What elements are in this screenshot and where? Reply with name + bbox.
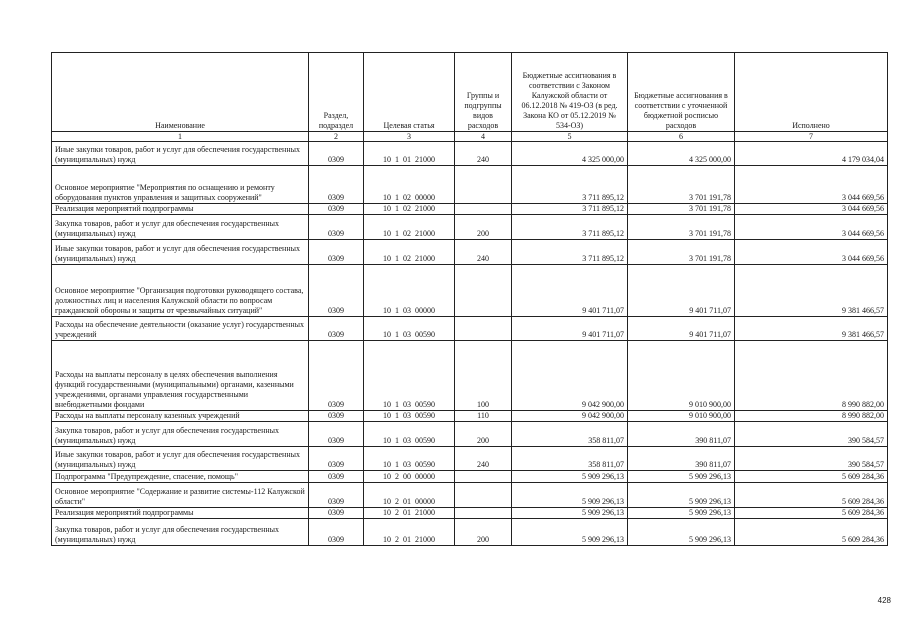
row-target: 10 2 01 21000: [364, 519, 455, 546]
row-section: 0309: [309, 215, 364, 240]
row-section: 0309: [309, 240, 364, 265]
row-law-amount: 5 909 296,13: [512, 483, 628, 508]
row-refined-amount: 5 909 296,13: [628, 519, 735, 546]
budget-table: [51, 52, 888, 546]
row-executed-amount: 3 044 669,56: [735, 204, 888, 215]
row-executed-amount: 4 179 034,04: [735, 142, 888, 166]
row-law-amount: 358 811,07: [512, 422, 628, 447]
row-group: [455, 204, 512, 215]
row-executed-amount: 5 609 284,36: [735, 483, 888, 508]
row-name: Расходы на обеспечение деятельности (оказание услуг) государственных учреждений: [52, 317, 309, 341]
row-law-amount: 358 811,07: [512, 447, 628, 471]
row-name: Закупка товаров, работ и услуг для обеспечения государственных (муниципальных) нужд: [52, 519, 309, 546]
table-row: [52, 215, 888, 240]
row-section: 0309: [309, 265, 364, 317]
row-section: 0309: [309, 447, 364, 471]
row-executed-amount: 9 381 466,57: [735, 317, 888, 341]
column-number-row: [52, 132, 888, 142]
header-target: Целевая статья: [364, 53, 455, 132]
row-refined-amount: 3 701 191,78: [628, 215, 735, 240]
row-group: 240: [455, 142, 512, 166]
row-section: 0309: [309, 166, 364, 204]
header-row: [52, 53, 888, 132]
header-groups: Группы и подгруппы видов расходов: [455, 53, 512, 132]
column-number: 7: [735, 132, 888, 142]
row-target: 10 1 02 21000: [364, 204, 455, 215]
row-target: 10 2 00 00000: [364, 471, 455, 483]
row-group: 240: [455, 240, 512, 265]
row-law-amount: 9 042 900,00: [512, 411, 628, 422]
row-target: 10 1 01 21000: [364, 142, 455, 166]
table-row: [52, 166, 888, 204]
table-row: [52, 341, 888, 411]
table-row: [52, 422, 888, 447]
row-law-amount: 9 401 711,07: [512, 265, 628, 317]
row-executed-amount: 5 609 284,36: [735, 508, 888, 519]
header-executed: Исполнено: [735, 53, 888, 132]
header-section: Раздел, подраздел: [309, 53, 364, 132]
row-target: 10 1 03 00590: [364, 341, 455, 411]
row-executed-amount: 390 584,57: [735, 447, 888, 471]
row-target: 10 1 03 00590: [364, 447, 455, 471]
row-target: 10 2 01 21000: [364, 508, 455, 519]
row-executed-amount: 3 044 669,56: [735, 240, 888, 265]
row-group: 200: [455, 422, 512, 447]
row-refined-amount: 3 701 191,78: [628, 166, 735, 204]
column-number: 6: [628, 132, 735, 142]
row-law-amount: 3 711 895,12: [512, 215, 628, 240]
row-target: 10 2 01 00000: [364, 483, 455, 508]
column-number: 2: [309, 132, 364, 142]
table-row: [52, 317, 888, 341]
row-refined-amount: 3 701 191,78: [628, 240, 735, 265]
row-name: Расходы на выплаты персоналу в целях обеспечения выполнения функций государственными (муниципальными) органами, казенными учреждениями, органами управления государственными внебюджетными фондами: [52, 341, 309, 411]
row-section: 0309: [309, 142, 364, 166]
table-row: [52, 411, 888, 422]
row-refined-amount: 390 811,07: [628, 447, 735, 471]
row-target: 10 1 03 00000: [364, 265, 455, 317]
row-law-amount: 5 909 296,13: [512, 471, 628, 483]
row-executed-amount: 5 609 284,36: [735, 519, 888, 546]
row-name: Иные закупки товаров, работ и услуг для обеспечения государственных (муниципальных) нужд: [52, 142, 309, 166]
row-law-amount: 9 401 711,07: [512, 317, 628, 341]
row-name: Закупка товаров, работ и услуг для обеспечения государственных (муниципальных) нужд: [52, 215, 309, 240]
row-refined-amount: 9 401 711,07: [628, 265, 735, 317]
row-law-amount: 4 325 000,00: [512, 142, 628, 166]
column-number: 5: [512, 132, 628, 142]
row-refined-amount: 5 909 296,13: [628, 471, 735, 483]
table-row: [52, 508, 888, 519]
table-row: [52, 447, 888, 471]
row-group: [455, 471, 512, 483]
table-row: [52, 483, 888, 508]
table-row: [52, 519, 888, 546]
row-section: 0309: [309, 341, 364, 411]
row-law-amount: 5 909 296,13: [512, 508, 628, 519]
row-section: 0309: [309, 422, 364, 447]
row-group: [455, 317, 512, 341]
row-law-amount: 3 711 895,12: [512, 240, 628, 265]
row-group: 100: [455, 341, 512, 411]
row-name: Основное мероприятие "Содержание и развитие системы-112 Калужской области": [52, 483, 309, 508]
header-refined-appropriations: Бюджетные ассигнования в соответствии с уточненной бюджетной росписью расходов: [628, 53, 735, 132]
row-group: 240: [455, 447, 512, 471]
row-target: 10 1 02 21000: [364, 215, 455, 240]
column-number: 4: [455, 132, 512, 142]
row-executed-amount: 8 990 882,00: [735, 341, 888, 411]
row-group: 110: [455, 411, 512, 422]
row-group: [455, 166, 512, 204]
row-section: 0309: [309, 508, 364, 519]
row-name: Основное мероприятие "Организация подготовки руководящего состава, должностных лиц и населения Калужской области по вопросам гражданской обороны и защиты от чрезвычайных ситуаций": [52, 265, 309, 317]
row-group: 200: [455, 519, 512, 546]
row-section: 0309: [309, 204, 364, 215]
row-group: [455, 508, 512, 519]
row-law-amount: 5 909 296,13: [512, 519, 628, 546]
row-law-amount: 3 711 895,12: [512, 166, 628, 204]
row-refined-amount: 9 010 900,00: [628, 341, 735, 411]
row-group: [455, 483, 512, 508]
row-executed-amount: 3 044 669,56: [735, 215, 888, 240]
row-refined-amount: 9 010 900,00: [628, 411, 735, 422]
row-name: Иные закупки товаров, работ и услуг для обеспечения государственных (муниципальных) нужд: [52, 240, 309, 265]
row-target: 10 1 03 00590: [364, 317, 455, 341]
row-target: 10 1 02 00000: [364, 166, 455, 204]
row-target: 10 1 03 00590: [364, 422, 455, 447]
row-executed-amount: 9 381 466,57: [735, 265, 888, 317]
row-target: 10 1 03 00590: [364, 411, 455, 422]
row-executed-amount: 5 609 284,36: [735, 471, 888, 483]
row-name: Закупка товаров, работ и услуг для обеспечения государственных (муниципальных) нужд: [52, 422, 309, 447]
row-section: 0309: [309, 317, 364, 341]
row-target: 10 1 02 21000: [364, 240, 455, 265]
row-group: 200: [455, 215, 512, 240]
table-row: [52, 142, 888, 166]
row-name: Подпрограмма "Предупреждение, спасение, помощь": [52, 471, 309, 483]
row-refined-amount: 5 909 296,13: [628, 508, 735, 519]
row-law-amount: 9 042 900,00: [512, 341, 628, 411]
row-executed-amount: 8 990 882,00: [735, 411, 888, 422]
row-section: 0309: [309, 483, 364, 508]
table-row: [52, 265, 888, 317]
row-executed-amount: 390 584,57: [735, 422, 888, 447]
row-refined-amount: 390 811,07: [628, 422, 735, 447]
row-name: Расходы на выплаты персоналу казенных учреждений: [52, 411, 309, 422]
row-refined-amount: 9 401 711,07: [628, 317, 735, 341]
row-executed-amount: 3 044 669,56: [735, 166, 888, 204]
row-name: Реализация мероприятий подпрограммы: [52, 508, 309, 519]
row-name: Иные закупки товаров, работ и услуг для обеспечения государственных (муниципальных) нужд: [52, 447, 309, 471]
row-section: 0309: [309, 471, 364, 483]
row-name: Реализация мероприятий подпрограммы: [52, 204, 309, 215]
table-row: [52, 204, 888, 215]
row-group: [455, 265, 512, 317]
table-row: [52, 471, 888, 483]
row-law-amount: 3 711 895,12: [512, 204, 628, 215]
header-name: Наименование: [52, 53, 309, 132]
row-section: 0309: [309, 519, 364, 546]
column-number: 3: [364, 132, 455, 142]
row-refined-amount: 4 325 000,00: [628, 142, 735, 166]
column-number: 1: [52, 132, 309, 142]
row-name: Основное мероприятие "Мероприятия по оснащению и ремонту оборудования пунктов управления и защитных сооружений": [52, 166, 309, 204]
page-number: 428: [877, 596, 891, 605]
row-refined-amount: 5 909 296,13: [628, 483, 735, 508]
header-law-appropriations: Бюджетные ассигнования в соответствии с Законом Калужской области от 06.12.2018 № 419-ОЗ (в ред. Закона КО от 05.12.2019 № 534-ОЗ): [512, 53, 628, 132]
row-refined-amount: 3 701 191,78: [628, 204, 735, 215]
table-row: [52, 240, 888, 265]
row-section: 0309: [309, 411, 364, 422]
